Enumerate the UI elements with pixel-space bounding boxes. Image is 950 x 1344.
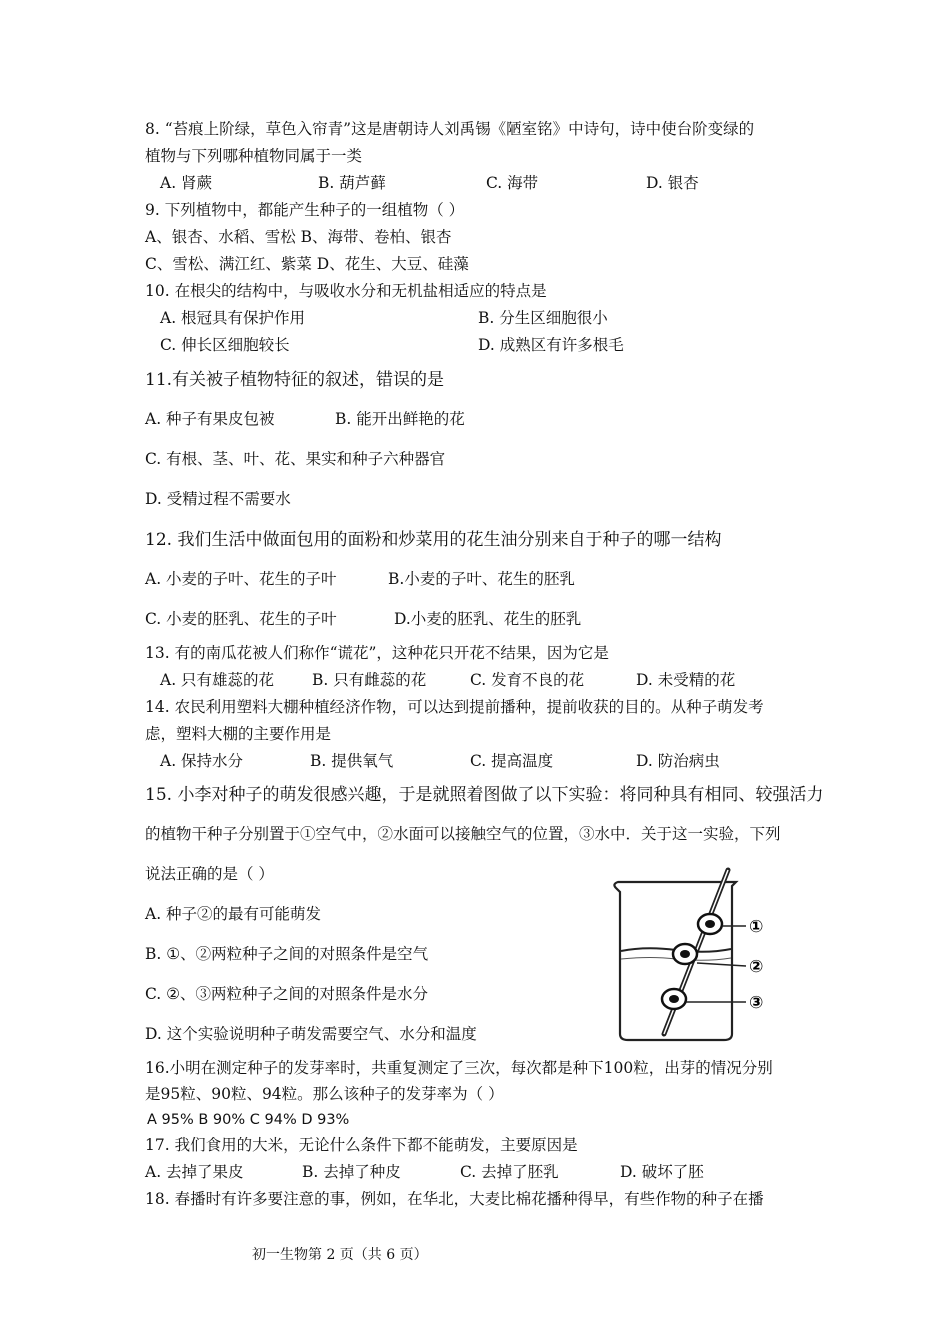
q9-options-row2: C、雪松、满江红、紫菜 D、花生、大豆、硅藻 [145, 255, 469, 273]
q15-stem-line3: 说法正确的是（ ） [145, 865, 274, 883]
q8-stem-line2: 植物与下列哪种植物同属于一类 [145, 147, 363, 165]
q17-option-b: B. 去掉了种皮 [302, 1163, 401, 1181]
q10-option-d: D. 成熟区有许多根毛 [478, 336, 624, 354]
q15-option-a: A. 种子②的最有可能萌发 [145, 905, 322, 923]
q10-option-c: C. 伸长区细胞较长 [160, 336, 290, 354]
q12-option-a: A. 小麦的子叶、花生的子叶 [145, 570, 337, 588]
q16-stem-line2: 是95粒、90粒、94粒。那么该种子的发芽率为（ ） [145, 1085, 504, 1103]
q8-option-d: D. 银杏 [646, 174, 699, 192]
q16-stem-line1: 16.小明在测定种子的发芽率时，共重复测定了三次，每次都是种下100粒，出芽的情况分别 [145, 1059, 773, 1077]
seed-2 [673, 944, 697, 964]
q15-option-d: D. 这个实验说明种子萌发需要空气、水分和温度 [145, 1025, 477, 1043]
q11-option-c: C. 有根、茎、叶、花、果实和种子六种器官 [145, 450, 446, 468]
figure-label-1: ① [749, 917, 764, 937]
q8-stem-line1: 8. “苔痕上阶绿，草色入帘青”这是唐朝诗人刘禹锡《陋室铭》中诗句，诗中使台阶变绿的 [145, 120, 755, 138]
beaker-experiment-figure [606, 866, 781, 1046]
q18-stem: 18. 春播时有许多要注意的事，例如，在华北，大麦比棉花播种得早，有些作物的种子在播 [145, 1190, 764, 1208]
seed-3 [662, 989, 686, 1009]
q15-stem-line2: 的植物干种子分别置于①空气中，②水面可以接触空气的位置，③水中．关于这一实验，下列 [145, 825, 781, 843]
q8-option-a: A. 肾蕨 [160, 174, 213, 192]
page-footer: 初一生物第 2 页（共 6 页） [252, 1247, 428, 1263]
q17-stem: 17. 我们食用的大米，无论什么条件下都不能萌发，主要原因是 [145, 1136, 578, 1154]
q10-option-b: B. 分生区细胞很小 [478, 309, 608, 327]
q8-option-c: C. 海带 [486, 174, 539, 192]
q8-option-b: B. 葫芦藓 [318, 174, 386, 192]
q15-stem-line1: 15. 小李对种子的萌发很感兴趣，于是就照着图做了以下实验：将同种具有相同、较强活力 [145, 785, 824, 805]
q14-stem-line1: 14. 农民利用塑料大棚种植经济作物，可以达到提前播种，提前收获的目的。从种子萌发考 [145, 698, 764, 716]
q15-option-c: C. ②、③两粒种子之间的对照条件是水分 [145, 985, 429, 1003]
q16-options: A 95% B 90% C 94% D 93% [147, 1112, 350, 1128]
q9-options-row1: A、银杏、水稻、雪松 B、海带、卷柏、银杏 [145, 228, 452, 246]
q10-stem: 10. 在根尖的结构中，与吸收水分和无机盐相适应的特点是 [145, 282, 547, 300]
q10-option-a: A. 根冠具有保护作用 [160, 309, 306, 327]
q12-option-d: D.小麦的胚乳、花生的胚乳 [394, 610, 582, 628]
q15-option-b: B. ①、②两粒种子之间的对照条件是空气 [145, 945, 429, 963]
q12-option-b: B.小麦的子叶、花生的胚乳 [388, 570, 575, 588]
q14-option-b: B. 提供氧气 [310, 752, 394, 770]
q17-option-d: D. 破坏了胚 [620, 1163, 704, 1181]
q14-option-d: D. 防治病虫 [636, 752, 720, 770]
q13-option-b: B. 只有雌蕊的花 [312, 671, 427, 689]
q17-option-c: C. 去掉了胚乳 [460, 1163, 559, 1181]
q9-stem: 9. 下列植物中，都能产生种子的一组植物（ ） [145, 201, 465, 219]
q13-stem: 13. 有的南瓜花被人们称作“谎花”，这种花只开花不结果，因为它是 [145, 644, 609, 662]
q13-option-a: A. 只有雄蕊的花 [160, 671, 275, 689]
q12-option-c: C. 小麦的胚乳、花生的子叶 [145, 610, 337, 628]
q13-option-c: C. 发育不良的花 [470, 671, 585, 689]
figure-label-3: ③ [749, 993, 764, 1013]
q17-option-a: A. 去掉了果皮 [145, 1163, 244, 1181]
q12-stem: 12. 我们生活中做面包用的面粉和炒菜用的花生油分别来自于种子的哪一结构 [145, 530, 722, 550]
q11-stem: 11.有关被子植物特征的叙述，错误的是 [145, 370, 445, 390]
q14-option-a: A. 保持水分 [160, 752, 244, 770]
figure-label-2: ② [749, 957, 764, 977]
seed-1 [698, 914, 722, 934]
q14-option-c: C. 提高温度 [470, 752, 554, 770]
q11-option-a: A. 种子有果皮包被 [145, 410, 275, 428]
q14-stem-line2: 虑，塑料大棚的主要作用是 [145, 725, 332, 743]
q11-option-d: D. 受精过程不需要水 [145, 490, 291, 508]
q13-option-d: D. 未受精的花 [636, 671, 736, 689]
q11-option-b: B. 能开出鲜艳的花 [335, 410, 465, 428]
